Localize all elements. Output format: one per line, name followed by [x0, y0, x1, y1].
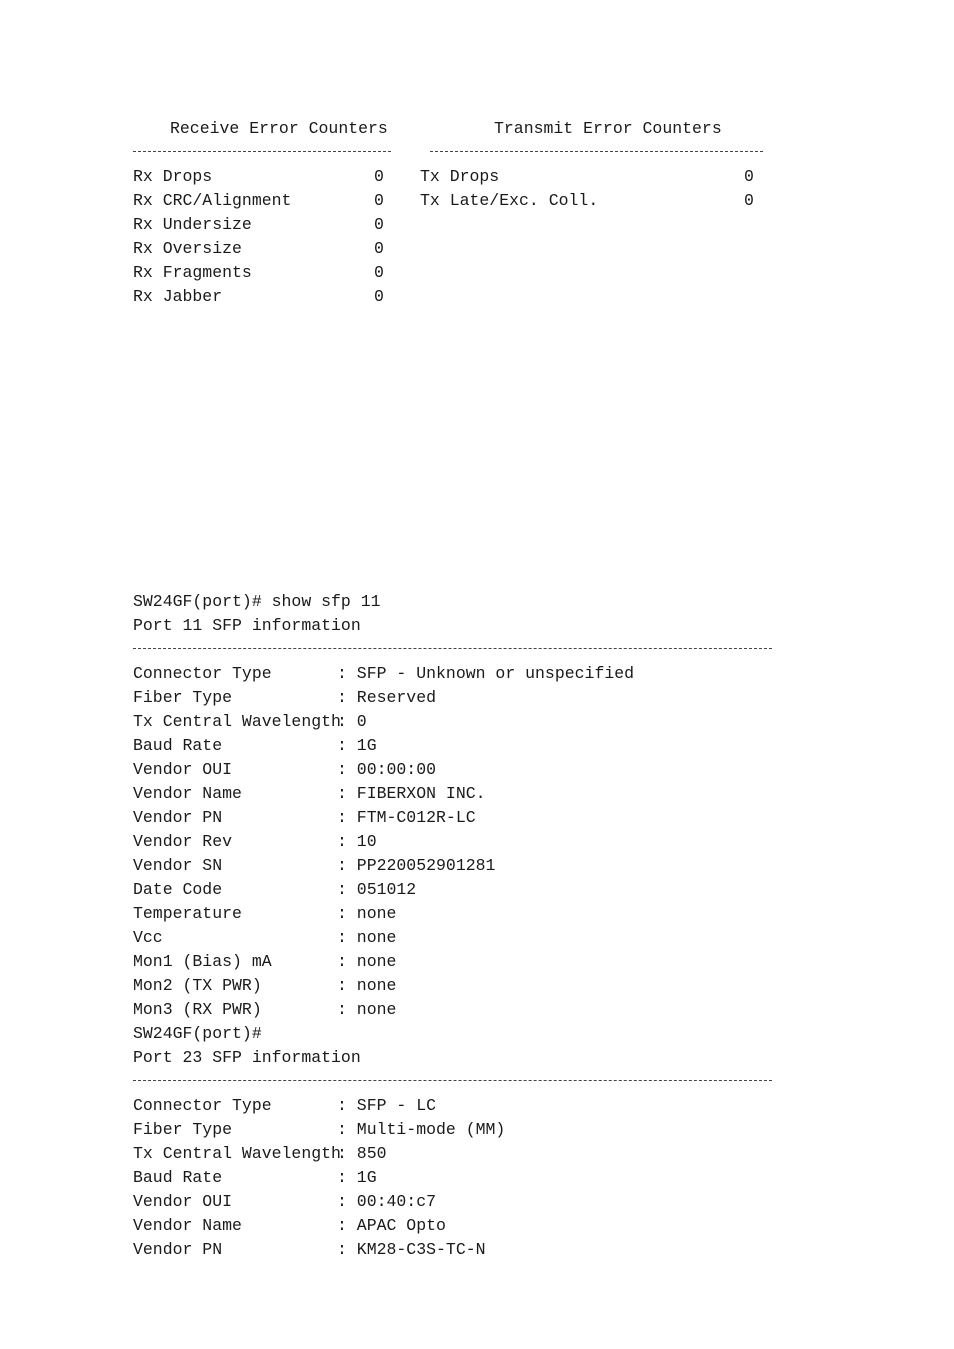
- port11-field-value: : 0: [337, 712, 367, 731]
- port23-field-label: Tx Central Wavelength: [133, 1144, 341, 1163]
- receive-counter-label: Rx Fragments: [133, 263, 252, 282]
- port11-field-label: Vendor PN: [133, 808, 223, 827]
- port11-field-value: : none: [337, 904, 397, 923]
- port23-field-label: Vendor Name: [133, 1216, 242, 1235]
- port11-field-label: Fiber Type: [133, 688, 233, 707]
- port23-field-label: Fiber Type: [133, 1120, 233, 1139]
- port23-field-value: : Multi-mode (MM): [337, 1120, 506, 1139]
- receive-counter-label: Rx Oversize: [133, 239, 242, 258]
- receive-counter-value: 0: [374, 239, 384, 258]
- port11-field-value: : FIBERXON INC.: [337, 784, 486, 803]
- receive-counter-label: Rx Undersize: [133, 215, 252, 234]
- port11-field-label: Mon2 (TX PWR): [133, 976, 262, 995]
- port23-field-value: : APAC Opto: [337, 1216, 446, 1235]
- port11-field-label: Baud Rate: [133, 736, 223, 755]
- port11-field-value: : none: [337, 928, 397, 947]
- port23-field-value: : 00:40:c7: [337, 1192, 437, 1211]
- port23-field-value: : KM28-C3S-TC-N: [337, 1240, 486, 1259]
- port23-field-label: Connector Type: [133, 1096, 272, 1115]
- port11-field-label: Connector Type: [133, 664, 272, 683]
- port11-field-label: Date Code: [133, 880, 223, 899]
- port11-field-value: : none: [337, 952, 397, 971]
- receive-counter-label: Rx CRC/Alignment: [133, 191, 292, 210]
- transmit-counter-label: Tx Late/Exc. Coll.: [420, 191, 599, 210]
- port11-field-label: Tx Central Wavelength: [133, 712, 341, 731]
- receive-error-counters-title: Receive Error Counters: [170, 119, 388, 138]
- port11-field-label: Mon3 (RX PWR): [133, 1000, 262, 1019]
- port11-field-value: : 051012: [337, 880, 417, 899]
- transmit-counter-value: 0: [744, 191, 754, 210]
- transmit-counter-label: Tx Drops: [420, 167, 500, 186]
- port23-field-value: : SFP - LC: [337, 1096, 437, 1115]
- transmit-error-counters-title: Transmit Error Counters: [494, 119, 722, 138]
- port23-field-label: Vendor PN: [133, 1240, 223, 1259]
- port11-heading: Port 11 SFP information: [133, 616, 361, 635]
- port23-heading: Port 23 SFP information: [133, 1048, 361, 1067]
- transmit-counter-value: 0: [744, 167, 754, 186]
- receive-counter-value: 0: [374, 215, 384, 234]
- port23-field-label: Baud Rate: [133, 1168, 223, 1187]
- port11-field-label: Mon1 (Bias) mA: [133, 952, 272, 971]
- receive-counter-label: Rx Drops: [133, 167, 213, 186]
- port23-field-label: Vendor OUI: [133, 1192, 233, 1211]
- receive-counter-value: 0: [374, 263, 384, 282]
- port11-field-value: : 1G: [337, 736, 377, 755]
- receive-counter-value: 0: [374, 287, 384, 306]
- port23-divider: [133, 1080, 772, 1081]
- receive-counter-value: 0: [374, 167, 384, 186]
- port11-field-value: : SFP - Unknown or unspecified: [337, 664, 635, 683]
- port11-field-label: Vendor OUI: [133, 760, 233, 779]
- port11-field-label: Vendor Rev: [133, 832, 233, 851]
- port11-field-label: Vcc: [133, 928, 163, 947]
- port11-field-value: : none: [337, 976, 397, 995]
- port11-field-label: Vendor SN: [133, 856, 223, 875]
- port23-field-value: : 1G: [337, 1168, 377, 1187]
- receive-counter-value: 0: [374, 191, 384, 210]
- receive-counter-label: Rx Jabber: [133, 287, 223, 306]
- port11-divider: [133, 648, 772, 649]
- port11-field-value: : Reserved: [337, 688, 437, 707]
- transmit-divider: [430, 151, 763, 152]
- port11-field-value: : 10: [337, 832, 377, 851]
- port11-field-label: Vendor Name: [133, 784, 242, 803]
- show-sfp-command: SW24GF(port)# show sfp 11: [133, 592, 381, 611]
- cli-prompt: SW24GF(port)#: [133, 1024, 262, 1043]
- port11-field-value: : none: [337, 1000, 397, 1019]
- port11-field-label: Temperature: [133, 904, 242, 923]
- port23-field-value: : 850: [337, 1144, 387, 1163]
- port11-field-value: : 00:00:00: [337, 760, 437, 779]
- port11-field-value: : FTM-C012R-LC: [337, 808, 476, 827]
- receive-divider: [133, 151, 391, 152]
- port11-field-value: : PP220052901281: [337, 856, 496, 875]
